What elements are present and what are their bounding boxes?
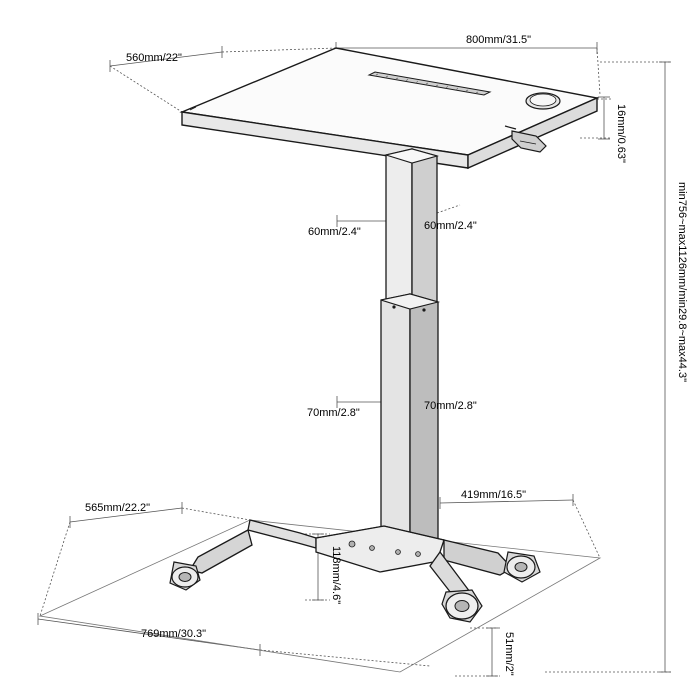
dim-label-height-range: min756~max1126mm/min29.8~max44.3" xyxy=(676,182,688,382)
cup-holder-recess xyxy=(526,93,560,109)
caster-front xyxy=(442,590,482,622)
dim-label-desktop-width: 800mm/31.5" xyxy=(466,34,532,46)
dim-label-desktop-thickness: 16mm/0.63" xyxy=(615,104,627,163)
caster-rear-left xyxy=(170,562,200,590)
dim-label-upper-column-right: 60mm/2.4" xyxy=(424,220,477,232)
dim-label-base-depth-right: 419mm/16.5" xyxy=(461,489,527,501)
base-frame xyxy=(190,520,512,605)
dim-label-desktop-depth: 560mm/22" xyxy=(126,52,182,64)
dim-label-caster-height: 51mm/2" xyxy=(503,632,515,676)
dim-label-base-width: 769mm/30.3" xyxy=(141,628,207,640)
caster-rear-right xyxy=(504,552,540,582)
dim-label-lower-column-left: 70mm/2.8" xyxy=(307,407,360,419)
dim-label-lower-column-right: 70mm/2.8" xyxy=(424,400,477,412)
dim-label-upper-column-left: 60mm/2.4" xyxy=(308,226,361,238)
dim-label-base-depth-left: 565mm/22.2" xyxy=(85,502,151,514)
dim-label-base-height: 118mm/4.6" xyxy=(330,546,342,605)
column-lower xyxy=(381,294,438,542)
